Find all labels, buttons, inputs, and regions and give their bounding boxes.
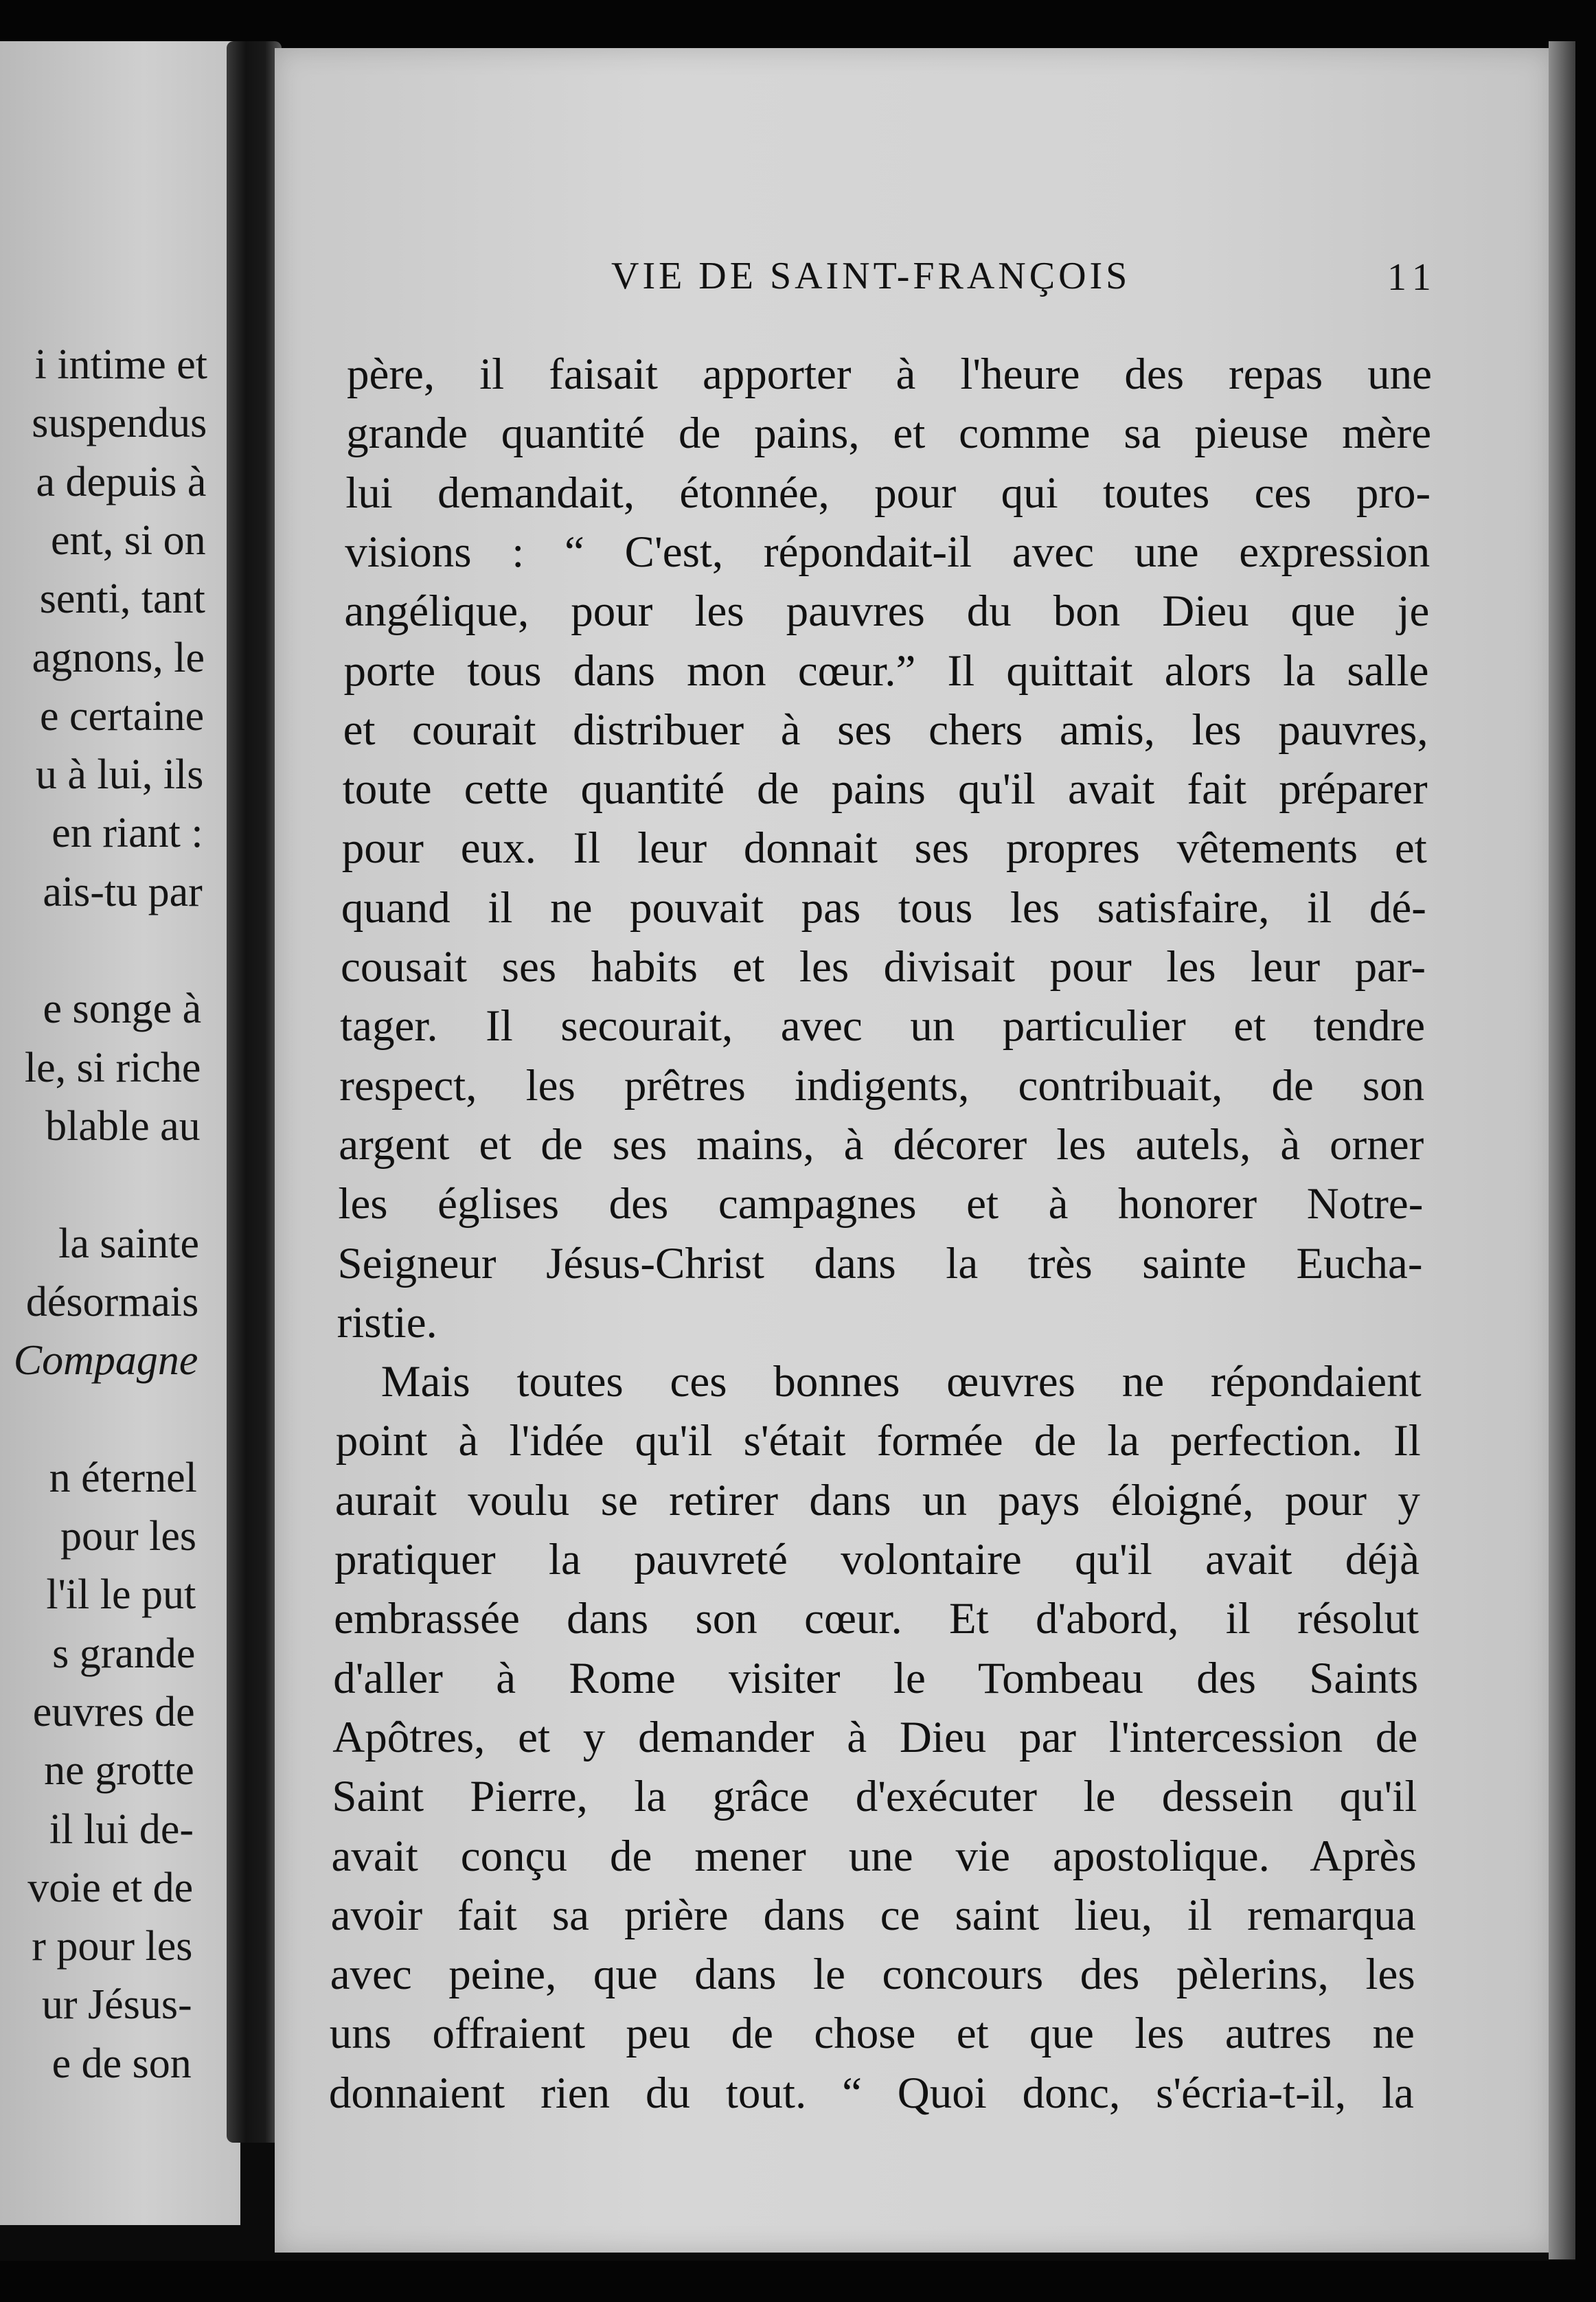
text-line: visions : “ C'est, répondait-il avec une expression [345,527,1430,577]
text-line: argent et de ses mains, à décorer les autels, à orner [339,1119,1424,1170]
text-line: donnaient rien du tout. “ Quoi donc, s'écria-t-il, la [328,2068,1414,2118]
facing-page-line: n éternel [49,1454,197,1501]
text-line: lui demandait, étonnée, pour qui toutes ces pro- [345,468,1431,518]
running-head: VIE DE SAINT-FRANÇOIS [611,255,1131,297]
text-line: uns offraient peu de chose et que les autres ne [329,2009,1415,2059]
text-line: pratiquer la pauvreté volontaire qu'il avait déjà [334,1535,1420,1584]
facing-page-line: a depuis à [36,458,207,505]
facing-page-line: euvres de [32,1688,195,1735]
facing-page-line: e certaine [40,692,205,740]
text-line: père, il faisait apporter à l'heure des repas une [347,350,1432,399]
facing-page-line: u à lui, ils [35,751,204,799]
text-line: quand il ne pouvait pas tous les satisfaire, il dé- [341,882,1426,933]
facing-page-line: désormais [25,1278,199,1325]
text-line: respect, les prêtres indigents, contribuait, de son [339,1060,1425,1110]
facing-page-left [0,41,240,2225]
text-line: avait conçu de mener une vie apostolique. Après [331,1831,1417,1881]
facing-page-line: l'il le put [46,1571,196,1619]
facing-page-line: e de son [52,2040,192,2087]
text-line: ristie. [337,1297,437,1347]
text-line: Seigneur Jésus-Christ dans la très sainte Eucha- [337,1238,1423,1288]
facing-page-line: e songe à [43,985,202,1033]
text-line: d'aller à Rome visiter le Tombeau des Saints [333,1653,1419,1703]
text-line: porte tous dans mon cœur.” Il quittait alors la salle [343,646,1429,696]
facing-page-line: pour les [60,1513,196,1560]
text-line: tager. Il secourait, avec un particulier et tendre [340,1001,1426,1051]
facing-page-line: suspendus [32,400,207,447]
page-edge [1549,41,1576,2259]
text-line: point à l'idée qu'il s'était formée de la perfection. Il [335,1416,1421,1466]
text-line: embrassée dans son cœur. Et d'abord, il résolut [334,1594,1420,1644]
book-gutter [227,41,282,2143]
facing-page-line: en riant : [52,810,203,857]
text-line: grande quantité de pains, et comme sa pieuse mère [346,409,1432,459]
text-line: aurait voulu se retirer dans un pays éloigné, pour y [334,1475,1420,1525]
facing-page-line: senti, tant [39,576,205,623]
text-line: Apôtres, et y demander à Dieu par l'intercession de [332,1712,1418,1762]
text-line: et courait distribuer à ses chers amis, les pauvres, [343,705,1428,755]
text-line: toute cette quantité de pains qu'il avait fait préparer [342,764,1428,814]
facing-page-line: ne grotte [44,1747,194,1794]
facing-page-line: Compagne [13,1337,198,1384]
facing-page-line: s grande [52,1630,196,1677]
facing-page-line: voie et de [27,1864,194,1911]
facing-page-line: la sainte [58,1220,199,1267]
text-line: avoir fait sa prière dans ce saint lieu, il remarqua [330,1890,1416,1940]
facing-page-line: ais-tu par [43,868,203,915]
facing-page-line: r pour les [32,1923,193,1970]
facing-page-line: i intime et [34,341,207,388]
text-line: Saint Pierre, la grâce d'exécuter le dessein qu'il [332,1772,1417,1822]
scan-frame-right [1575,0,1596,2302]
text-line: avec peine, que dans le concours des pèlerins, les [330,1950,1415,2000]
scan-frame-bottom [0,2261,1596,2302]
page-number: 11 [1387,256,1438,299]
facing-page-line: ur Jésus- [41,1981,192,2029]
facing-page-line: le, si riche [24,1044,201,1091]
text-line: cousait ses habits et les divisait pour les leur par- [341,942,1426,992]
facing-page-line: ent, si on [51,516,206,564]
facing-page-line: agnons, le [32,634,205,681]
text-line: pour eux. Il leur donnait ses propres vêtements et [341,823,1427,874]
text-line: angélique, pour les pauvres du bon Dieu que je [344,586,1430,637]
facing-page-line: blable au [45,1102,201,1150]
text-line: les églises des campagnes et à honorer Notre- [338,1179,1424,1229]
facing-page-line: il lui de- [49,1805,194,1853]
text-line: Mais toutes ces bonnes œuvres ne répondaient [380,1357,1422,1407]
